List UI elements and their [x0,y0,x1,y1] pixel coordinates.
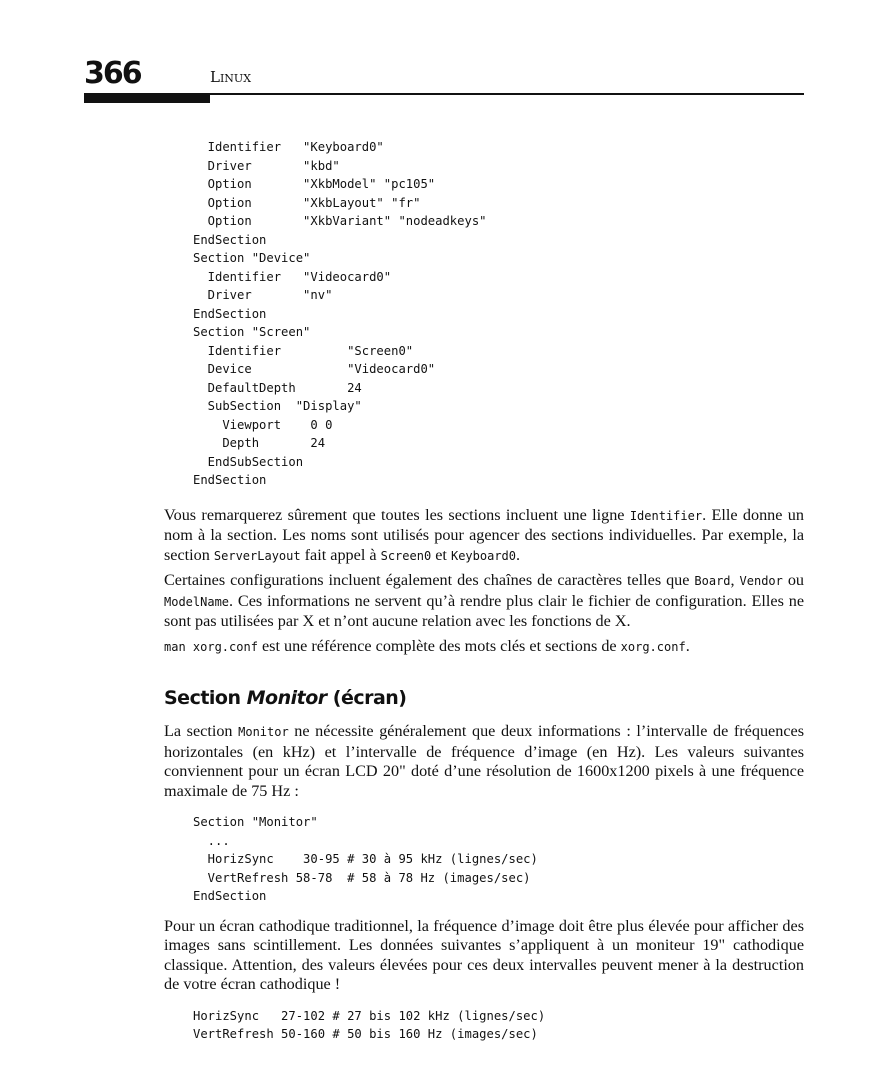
inline-code: Board [694,574,731,588]
code-line: DefaultDepth 24 [207,380,362,395]
code-line: EndSection [193,232,267,247]
inline-code: ModelName [164,594,230,609]
code-line: Section "Device" [193,251,311,265]
page-header [84,56,804,104]
section-heading-monitor [164,687,804,709]
code-line: HorizSync 30-95 # 30 à 95 kHz (lignes/sec) [207,852,538,866]
code-line: SubSection "Display" [207,399,362,413]
heading-italic: Monitor [246,687,327,709]
code-line: Section "Screen" [193,325,311,339]
code-block-monitor-crt [193,1007,804,1044]
code-line: EndSection [193,473,267,487]
code-line: Section "Monitor" [193,815,318,829]
inline-code: Vendor [739,574,783,588]
code-line: Driver "kbd" [207,158,340,173]
code-line: Identifier "Screen0" [207,343,414,358]
code-line: Identifier "Videocard0" [207,269,392,284]
text: . Ces informations ne servent qu’à rendre plus clair le fichier de configuration. Elles ne sont pas utilisées par X et n’ont aucune relation avec les fonctions de X. [164,591,804,630]
page-content [164,138,804,1044]
text: Pour un écran cathodique traditionnel, la fréquence d’image doit être plus élevée pour afficher des images sans scintillement. Les données suivantes s’appliquent à un moniteur 19" cathodique classique. Attention, des valeurs élevées pour ces deux intervalles peuvent mener à la destruction de votre écran cathodique ! [164,916,804,993]
heading-prefix: Section [164,687,247,709]
page-number: 366 [84,56,141,91]
text: Vous remarquerez sûrement que toutes les sections incluent une ligne [164,505,630,524]
code-line: Depth 24 [222,436,326,450]
code-line: Driver "nv" [207,288,333,302]
code-line: EndSubSection [207,454,304,469]
paragraph-identifier [164,506,804,567]
code-line: ... [207,833,230,848]
inline-code: man xorg.conf [164,639,258,654]
code-line: Device "Videocard0" [207,362,436,376]
code-line: VertRefresh 58-78 # 58 à 78 Hz (images/sec) [207,870,531,885]
text: . [685,636,690,655]
code-line: Viewport 0 0 [222,417,333,432]
code-line: Option "XkbLayout" "fr" [207,195,421,210]
paragraph-crt [164,917,804,995]
code-line: EndSection [193,889,267,903]
code-block-monitor-lcd [193,813,804,906]
text: ne nécessite généralement que deux informations : l’intervalle de fréquences horizontales (en kHz) et l’intervalle de fréquence d’image (en Hz). Les valeurs suivantes conviennent pour un écran LCD 20" doté d’une résolution de 1600x1200 pixels à une fréquence maximale de 75 Hz : [164,722,804,800]
text: La section [164,722,239,740]
code-line: HorizSync 27-102 # 27 bis 102 kHz (lignes/sec) [193,1008,546,1023]
code-block-xorg-sections [193,138,804,490]
text: . [516,545,521,564]
code-line: Identifier "Keyboard0" [207,140,384,154]
text: Certaines configurations incluent également des chaînes de caractères telles que [164,571,695,589]
code-line: EndSection [193,306,267,321]
inline-code: xorg.conf [620,639,686,654]
text: est une référence complète des mots clés et sections de [257,636,621,655]
inline-code: Monitor [238,725,289,739]
heading-suffix: (écran) [326,687,407,709]
inline-code: Identifier [629,508,703,523]
inline-code: Screen0 [380,548,432,563]
code-line: Option "XkbModel" "pc105" [207,177,436,191]
code-line: VertRefresh 50-160 # 50 bis 160 Hz (images/sec) [193,1027,538,1041]
inline-code: Keyboard0 [450,548,516,563]
paragraph-man-xorg [164,637,804,658]
inline-code: ServerLayout [213,548,301,563]
text: ou [782,571,805,589]
text: et [431,545,451,564]
text: fait appel à [300,545,381,564]
paragraph-strings [164,571,804,632]
text: , [730,571,740,589]
paragraph-monitor-intro [164,722,804,801]
code-line: Option "XkbVariant" "nodeadkeys" [207,214,487,228]
running-title: Linux [210,68,252,86]
text: . Elle donne un nom à la section. Les noms sont utilisés pour agencer des sections individuelles. Par exemple, la section [164,505,804,564]
header-rule-accent [84,94,210,103]
